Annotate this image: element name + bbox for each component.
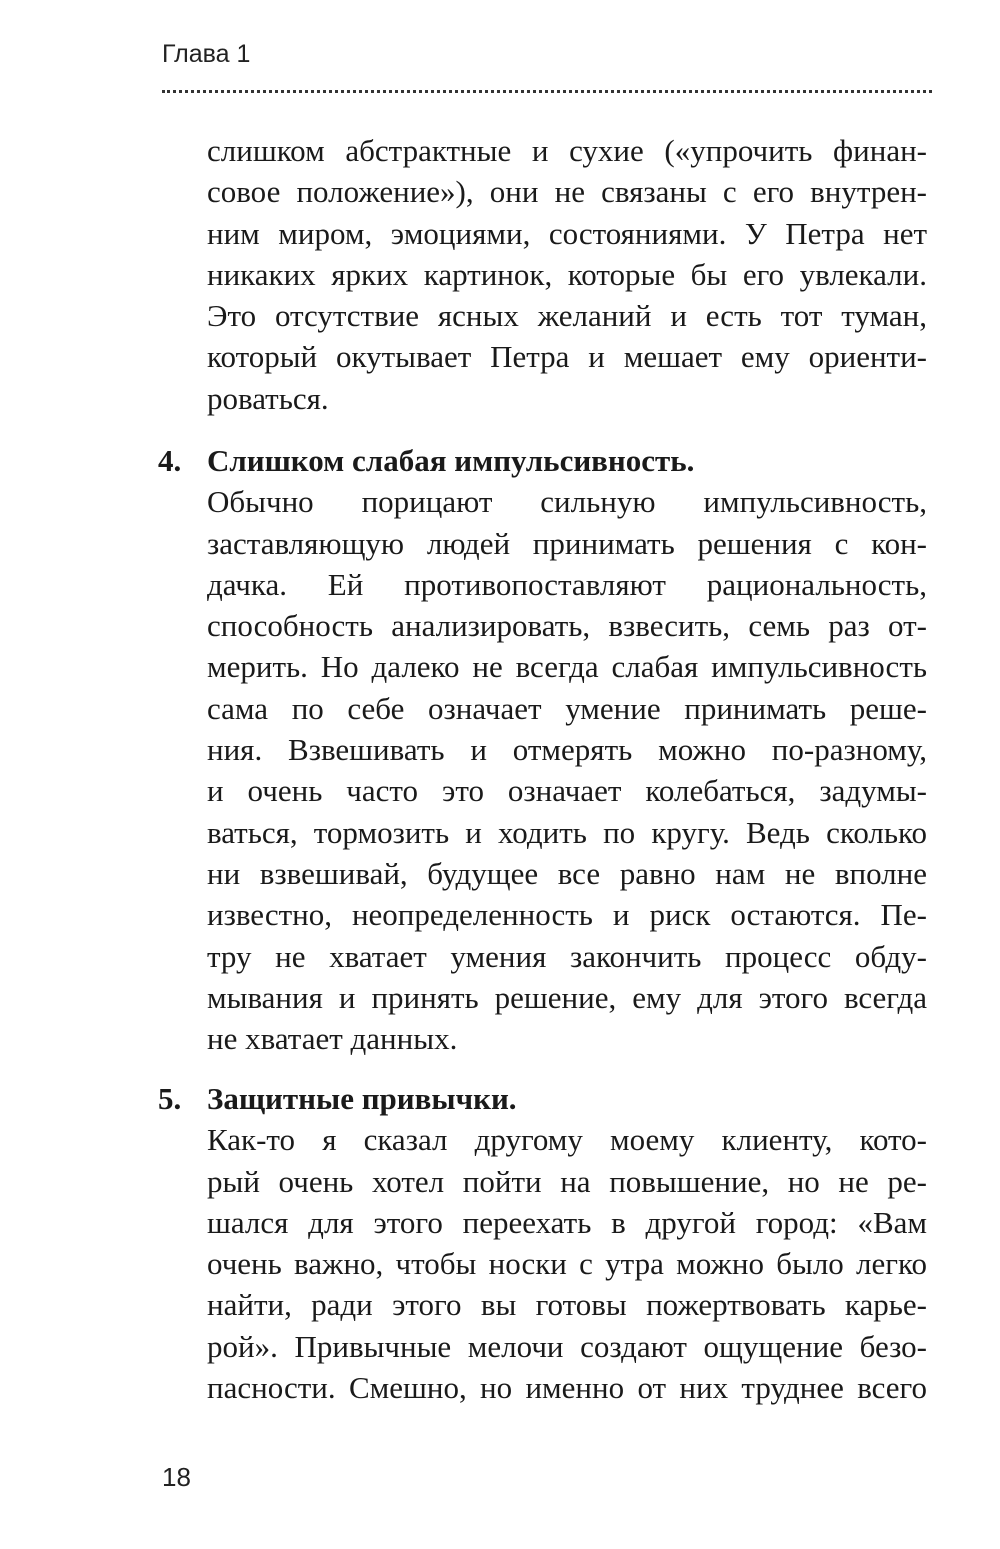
text-line: шался для этого переехать в другой город: «Вам [207,1204,927,1240]
text-line: роваться. [207,380,329,416]
header-dotted-rule [162,90,932,93]
paragraph-top [207,130,927,419]
running-head-chapter: Глава 1 [162,40,251,68]
text-line: тру не хватает умения закончить процесс обду- [207,938,927,974]
text-line: ния. Взвешивать и отмерять можно по-разному, [207,732,927,768]
text-line: сама по себе означает умение принимать реше- [207,690,927,726]
text-line: очень важно, чтобы носки с утра можно было легко [207,1246,927,1282]
text-line: рый очень хотел пойти на повышение, но не ре- [207,1163,927,1199]
text-line: который окутывает Петра и мешает ему ориенти- [207,339,927,375]
text-line: слишком абстрактные и сухие («упрочить финан- [207,133,927,168]
text-line: способность анализировать, взвесить, семь раз от- [207,608,927,644]
text-line: мывания и принять решение, ему для этого всегда [207,979,927,1015]
text-line: Как-то я сказал другому моему клиенту, кото- [207,1122,927,1158]
list-item-number: 4. [158,443,182,478]
text-line: заставляющую людей принимать решения с кон- [207,525,927,561]
list-item-title: Слишком слабая импульсивность. [207,443,695,478]
text-line: не хватает данных. [207,1021,458,1057]
text-line: Это отсутствие ясных желаний и есть тот туман, [207,298,927,334]
text-line: пасности. Смешно, но именно от них труднее всего [207,1370,927,1406]
text-line: ним миром, эмоциями, состояниями. У Петра нет [207,215,927,251]
text-line: рой». Привычные мелочи создают ощущение безо- [207,1328,927,1364]
text-line: ваться, тормозить и ходить по кругу. Ведь сколько [207,814,927,850]
text-line: дачка. Ей противопоставляют рациональность, [207,566,927,602]
text-line: Обычно порицают сильную импульсивность, [207,484,927,520]
text-line: никаких ярких картинок, которые бы его увлекали. [207,256,927,292]
text-line: найти, ради этого вы готовы пожертвовать карье- [207,1287,927,1323]
list-item-text [207,1119,927,1408]
text-line: известно, неопределенность и риск остаются. Пе- [207,897,927,933]
list-item-title: Защитные привычки. [207,1081,517,1116]
page-number: 18 [162,1462,191,1492]
text-line: совое положение»), они не связаны с его внутрен- [207,174,927,210]
text-line: мерить. Но далеко не всегда слабая импульсивность [207,649,927,685]
text-line: и очень часто это означает колебаться, задумы- [207,773,927,809]
list-item-number: 5. [158,1081,182,1116]
list-item-body [207,1078,927,1408]
list-item-body [207,440,927,1059]
text-line: ни взвешивай, будущее все равно нам не вполне [207,855,927,891]
list-item-text [207,481,927,1059]
